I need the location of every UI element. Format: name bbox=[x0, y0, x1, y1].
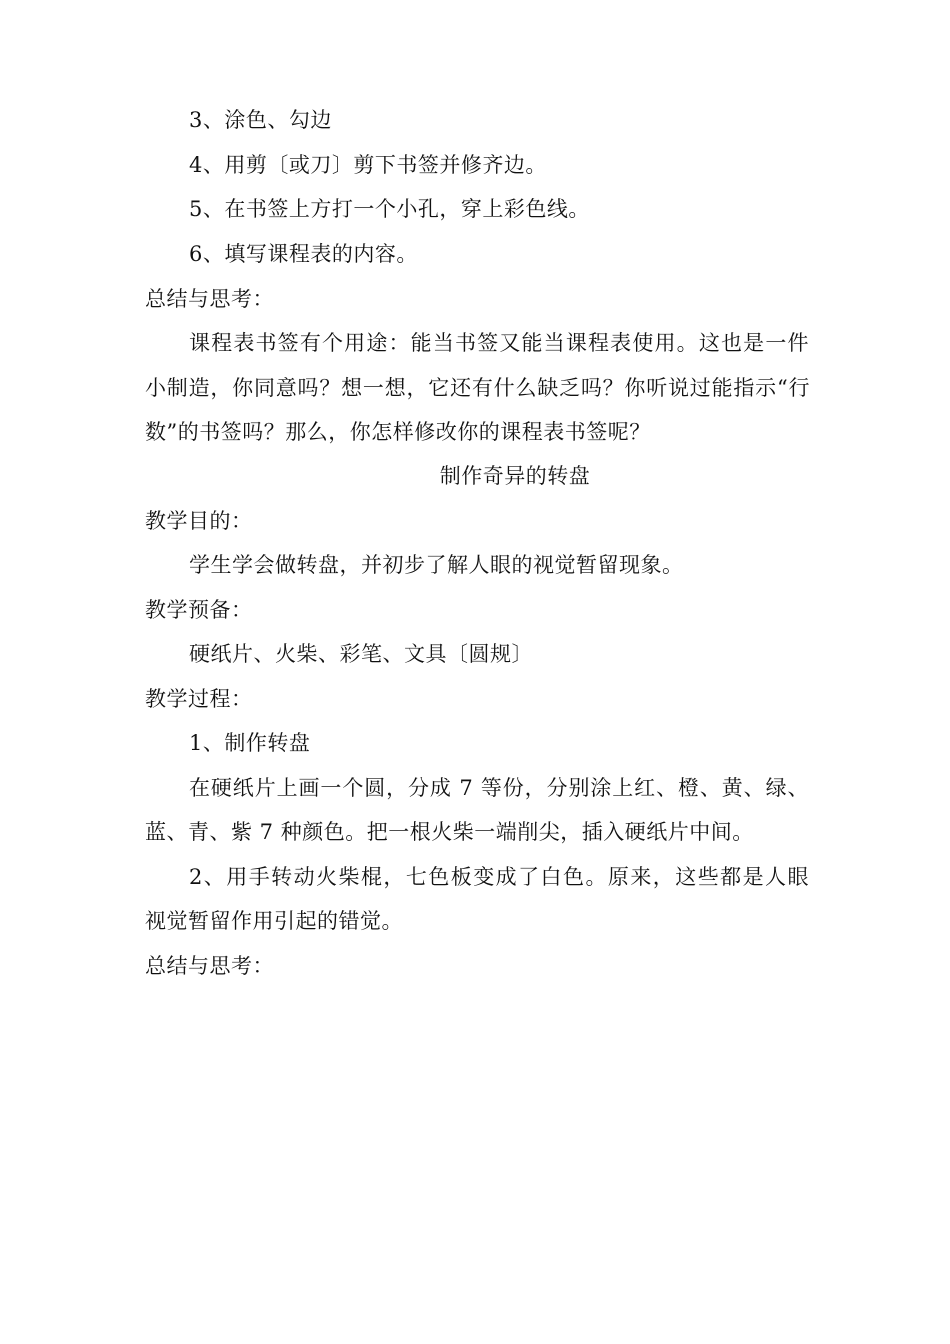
prep-text: 硬纸片、火柴、彩笔、文具〔圆规〕 bbox=[189, 642, 533, 666]
lesson-title: 制作奇异的转盘 bbox=[439, 464, 591, 488]
step-1-line-2: 蓝、青、紫 7 种颜色。把一根火柴一端削尖，插入硬纸片中间。 bbox=[145, 820, 754, 844]
summary-heading-2: 总结与思考： bbox=[145, 954, 274, 978]
step-1-title: 1、制作转盘 bbox=[189, 731, 311, 755]
step-2-line-1: 2、用手转动火柴棍，七色板变成了白色。原来，这些都是人眼 bbox=[189, 865, 809, 889]
step-3: 3、涂色、勾边 bbox=[189, 108, 332, 132]
process-heading: 教学过程： bbox=[145, 687, 253, 711]
goal-text: 学生学会做转盘，并初步了解人眼的视觉暂留现象。 bbox=[189, 553, 684, 577]
step-6: 6、填写课程表的内容。 bbox=[189, 242, 418, 266]
summary-paragraph-line-2: 小制造，你同意吗？想一想，它还有什么缺乏吗？你听说过能指示“行 bbox=[145, 376, 810, 400]
summary-paragraph-line-3: 数”的书签吗？那么，你怎样修改你的课程表书签呢？ bbox=[145, 420, 651, 444]
step-4: 4、用剪〔或刀〕剪下书签并修齐边。 bbox=[189, 153, 547, 177]
step-1-line-1: 在硬纸片上画一个圆，分成 7 等份，分别涂上红、橙、黄、绿、 bbox=[189, 776, 809, 800]
summary-paragraph-line-1: 课程表书签有个用途：能当书签又能当课程表使用。这也是一件 bbox=[189, 331, 809, 355]
summary-heading-1: 总结与思考： bbox=[145, 287, 274, 311]
step-2-line-2: 视觉暂留作用引起的错觉。 bbox=[145, 909, 403, 933]
goal-heading: 教学目的： bbox=[145, 509, 253, 533]
step-5: 5、在书签上方打一个小孔，穿上彩色线。 bbox=[189, 197, 590, 221]
prep-heading: 教学预备： bbox=[145, 598, 253, 622]
